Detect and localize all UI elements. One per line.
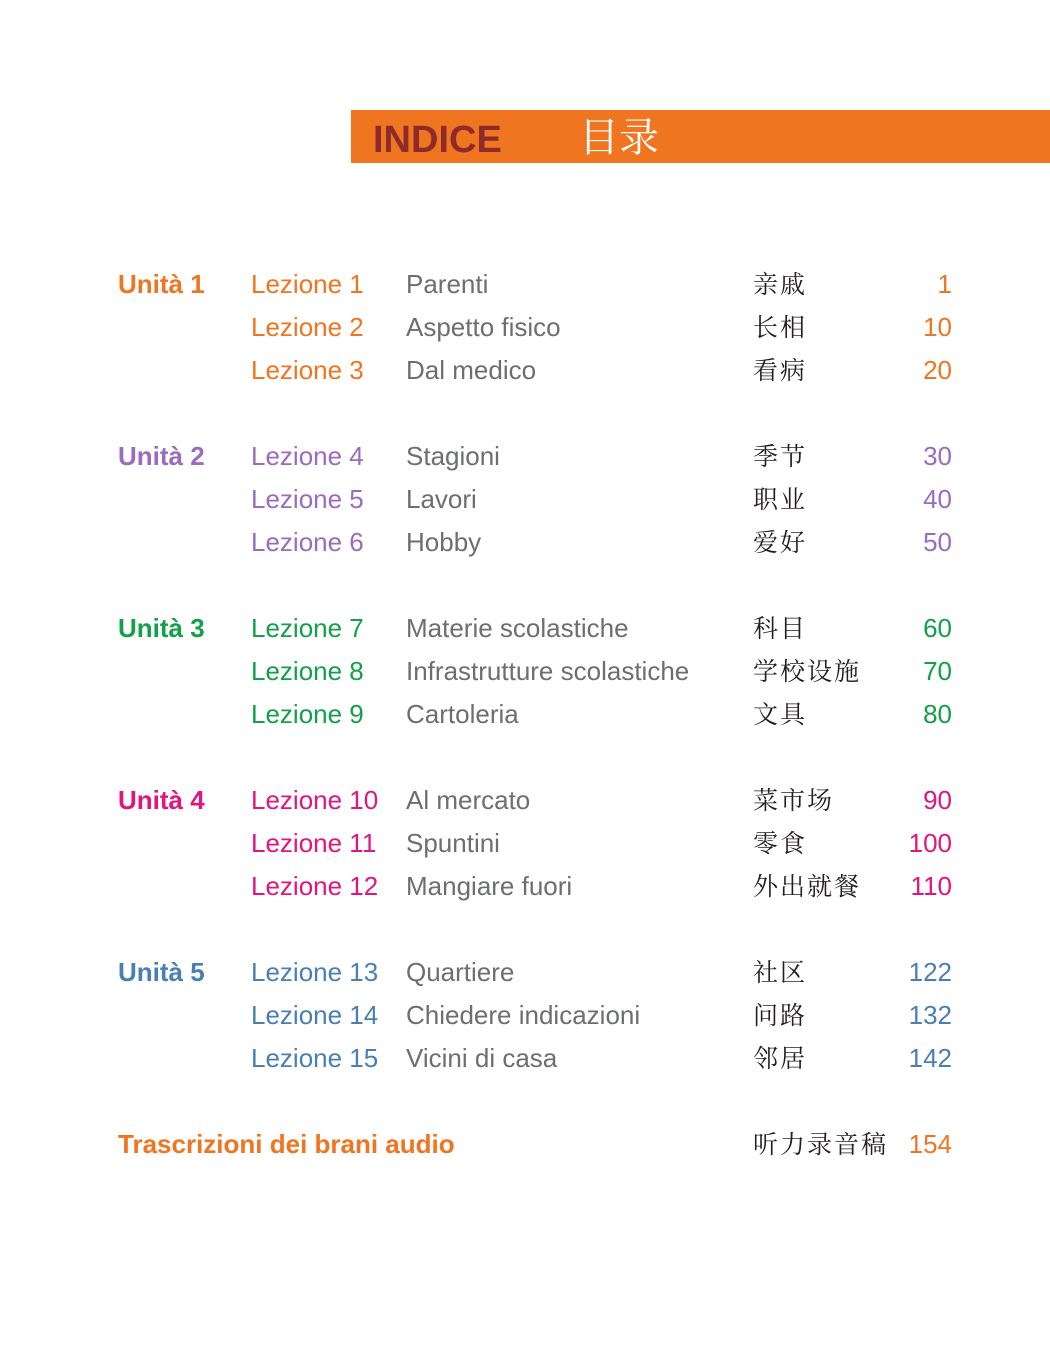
page-number: 1 <box>937 269 952 299</box>
lesson-topic: Al mercato <box>406 785 531 815</box>
lesson-topic: Cartoleria <box>406 699 519 729</box>
transcripts-label: Trascrizioni dei brani audio <box>118 1129 455 1159</box>
toc-row-lesson-4[interactable] <box>0 435 1050 478</box>
lesson-topic-chinese: 亲戚 <box>753 270 808 299</box>
toc-row-lesson-6[interactable] <box>0 521 1050 564</box>
lesson-topic: Chiedere indicazioni <box>406 1000 641 1030</box>
lesson-topic-chinese: 看病 <box>753 356 808 385</box>
unit-label: Unità 3 <box>118 613 205 643</box>
unit-label: Unità 4 <box>118 785 205 815</box>
unit-label: Unità 2 <box>118 441 205 471</box>
lesson-topic-chinese: 文具 <box>753 700 808 729</box>
lesson-topic: Quartiere <box>406 957 515 987</box>
lesson-topic-chinese: 长相 <box>753 313 808 342</box>
toc-row-lesson-15[interactable] <box>0 1037 1050 1080</box>
toc-row-lesson-10[interactable] <box>0 779 1050 822</box>
lesson-label: Lezione 14 <box>251 1000 379 1030</box>
lesson-topic: Stagioni <box>406 441 500 471</box>
lesson-topic-chinese: 职业 <box>753 485 808 514</box>
page-number: 40 <box>923 484 952 514</box>
page-number: 90 <box>923 785 952 815</box>
page-number: 50 <box>923 527 952 557</box>
lesson-topic: Hobby <box>406 527 482 557</box>
page-title: INDICE <box>373 119 502 161</box>
toc-row-lesson-12[interactable] <box>0 865 1050 908</box>
lesson-topic: Materie scolastiche <box>406 613 629 643</box>
page-number: 154 <box>908 1129 952 1159</box>
lesson-label: Lezione 7 <box>251 613 364 643</box>
lesson-topic-chinese: 科目 <box>753 614 808 643</box>
toc-row-lesson-9[interactable] <box>0 693 1050 736</box>
lesson-topic-chinese: 零食 <box>753 829 808 858</box>
lesson-topic-chinese: 学校设施 <box>753 657 862 686</box>
page-number: 132 <box>908 1000 952 1030</box>
lesson-topic-chinese: 外出就餐 <box>753 872 862 901</box>
unit-label: Unità 1 <box>118 269 205 299</box>
page-number: 60 <box>923 613 952 643</box>
lesson-topic-chinese: 社区 <box>753 958 808 987</box>
page-number: 100 <box>908 828 952 858</box>
toc-row-lesson-14[interactable] <box>0 994 1050 1037</box>
lesson-topic-chinese: 邻居 <box>753 1044 808 1073</box>
lesson-label: Lezione 12 <box>251 871 379 901</box>
lesson-label: Lezione 9 <box>251 699 364 729</box>
page-title-chinese: 目录 <box>579 115 659 161</box>
toc-row-lesson-8[interactable] <box>0 650 1050 693</box>
lesson-label: Lezione 15 <box>251 1043 379 1073</box>
toc-row-lesson-1[interactable] <box>0 263 1050 306</box>
page-number: 20 <box>923 355 952 385</box>
lesson-topic-chinese: 问路 <box>753 1001 808 1030</box>
lesson-label: Lezione 5 <box>251 484 364 514</box>
lesson-label: Lezione 6 <box>251 527 364 557</box>
page-number: 10 <box>923 312 952 342</box>
toc-row-lesson-3[interactable] <box>0 349 1050 392</box>
page-number: 142 <box>908 1043 952 1073</box>
page-number: 110 <box>910 871 952 901</box>
lesson-label: Lezione 8 <box>251 656 364 686</box>
lesson-topic: Infrastrutture scolastiche <box>406 656 690 686</box>
toc-row-lesson-2[interactable] <box>0 306 1050 349</box>
lesson-topic: Spuntini <box>406 828 500 858</box>
lesson-label: Lezione 11 <box>251 828 377 858</box>
toc-row-lesson-5[interactable] <box>0 478 1050 521</box>
lesson-topic: Mangiare fuori <box>406 871 573 901</box>
toc-row-lesson-7[interactable] <box>0 607 1050 650</box>
lesson-topic-chinese: 爱好 <box>753 528 808 557</box>
transcripts-label-chinese: 听力录音稿 <box>753 1130 889 1159</box>
lesson-topic: Lavori <box>406 484 477 514</box>
page-number: 80 <box>923 699 952 729</box>
toc-row-transcripts[interactable] <box>0 1123 1050 1166</box>
page-number: 122 <box>908 957 952 987</box>
page-number: 30 <box>923 441 952 471</box>
lesson-topic: Aspetto fisico <box>406 312 561 342</box>
lesson-topic: Vicini di casa <box>406 1043 558 1073</box>
lesson-label: Lezione 3 <box>251 355 364 385</box>
toc-row-lesson-13[interactable] <box>0 951 1050 994</box>
lesson-label: Lezione 1 <box>251 269 364 299</box>
lesson-topic-chinese: 菜市场 <box>753 786 835 815</box>
unit-label: Unità 5 <box>118 957 205 987</box>
lesson-label: Lezione 10 <box>251 785 379 815</box>
lesson-topic: Dal medico <box>406 355 537 385</box>
lesson-topic: Parenti <box>406 269 489 299</box>
lesson-label: Lezione 4 <box>251 441 364 471</box>
lesson-label: Lezione 2 <box>251 312 364 342</box>
page-number: 70 <box>923 656 952 686</box>
lesson-topic-chinese: 季节 <box>753 442 808 471</box>
toc-row-lesson-11[interactable] <box>0 822 1050 865</box>
lesson-label: Lezione 13 <box>251 957 379 987</box>
